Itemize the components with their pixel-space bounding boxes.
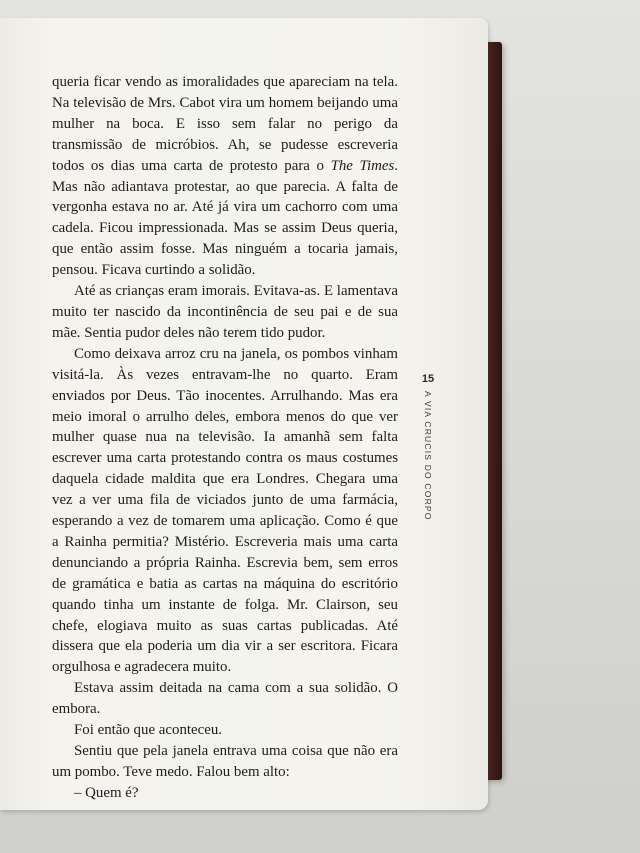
paragraph [52, 678, 398, 720]
book-title: A VIA CRUCIS DO CORPO [423, 391, 433, 521]
paragraph [52, 281, 398, 344]
paragraph [52, 72, 398, 281]
paragraph-text: Até as crianças eram imorais. Evitava-as. E lamentava muito ter nascido da incontinência de seu pai e de sua mãe. Sentia pudor deles não terem tido pudor. [52, 283, 398, 341]
paragraph-text: Como deixava arroz cru na janela, os pombos vinham visitá-la. Às vezes entravam-lhe no quarto. Eram enviados por Deus. Tão inocentes. Arrulhando. Mas era meio imoral o arrulho deles, embora menos do que ver mulher quase nua na televisão. Ia amanhã sem falta escrever uma carta protestando contra os maus costumes daquela cidade maldita que era Londres. Chegara uma vez a ver uma fila de viciados junto de uma farmácia, esperando a vez de tomarem uma aplicação. Como é que a Rainha permitia? Mistério. Escreveria mais uma carta denunciando a própria Rainha. Escrevia bem, sem erros de gramática e batia as cartas na máquina do escritório quando tinha um instante de folga. Mr. Clairson, seu chefe, elogiava muito as suas cartas publicadas. Até dissera que ela poderia um dia vir a ser escritora. Ficara orgulhosa e agradecera muito. [52, 345, 398, 676]
paragraph-text: queria ficar vendo as imoralidades que apareciam na tela. Na televisão de Mrs. Cabot vira um homem beijando uma mulher na boca. E isso sem falar no perigo da transmissão de micróbios. Ah, se pudesse escreveria todos os dias uma carta de protesto para o [52, 74, 398, 174]
paragraph-text: Estava assim deitada na cama com a sua solidão. O embora. [52, 680, 398, 718]
paragraph [52, 720, 398, 741]
paragraph-text: – Quem é? [74, 784, 139, 801]
page-number: 15 [421, 373, 435, 385]
paragraph-text: Foi então que aconteceu. [74, 722, 223, 739]
running-head [420, 373, 436, 521]
paragraph-text: Sentiu que pela janela entrava uma coisa que não era um pombo. Teve medo. Falou bem alto: [52, 743, 398, 780]
paragraph [52, 783, 398, 804]
italic-text: The Times [330, 157, 395, 174]
book-page [0, 18, 488, 810]
paragraph-text: . Mas não adiantava protestar, ao que parecia. A falta de vergonha estava no ar. Até já vira um cachorro com uma cadela. Ficou impressionada. Mas se assim Deus queria, que então assim fosse. Mas ninguém a tocaria jamais, pensou. Ficava curtindo a solidão. [52, 157, 398, 279]
paragraph [52, 741, 398, 783]
paragraph [52, 344, 398, 679]
page-body-text [52, 72, 398, 804]
